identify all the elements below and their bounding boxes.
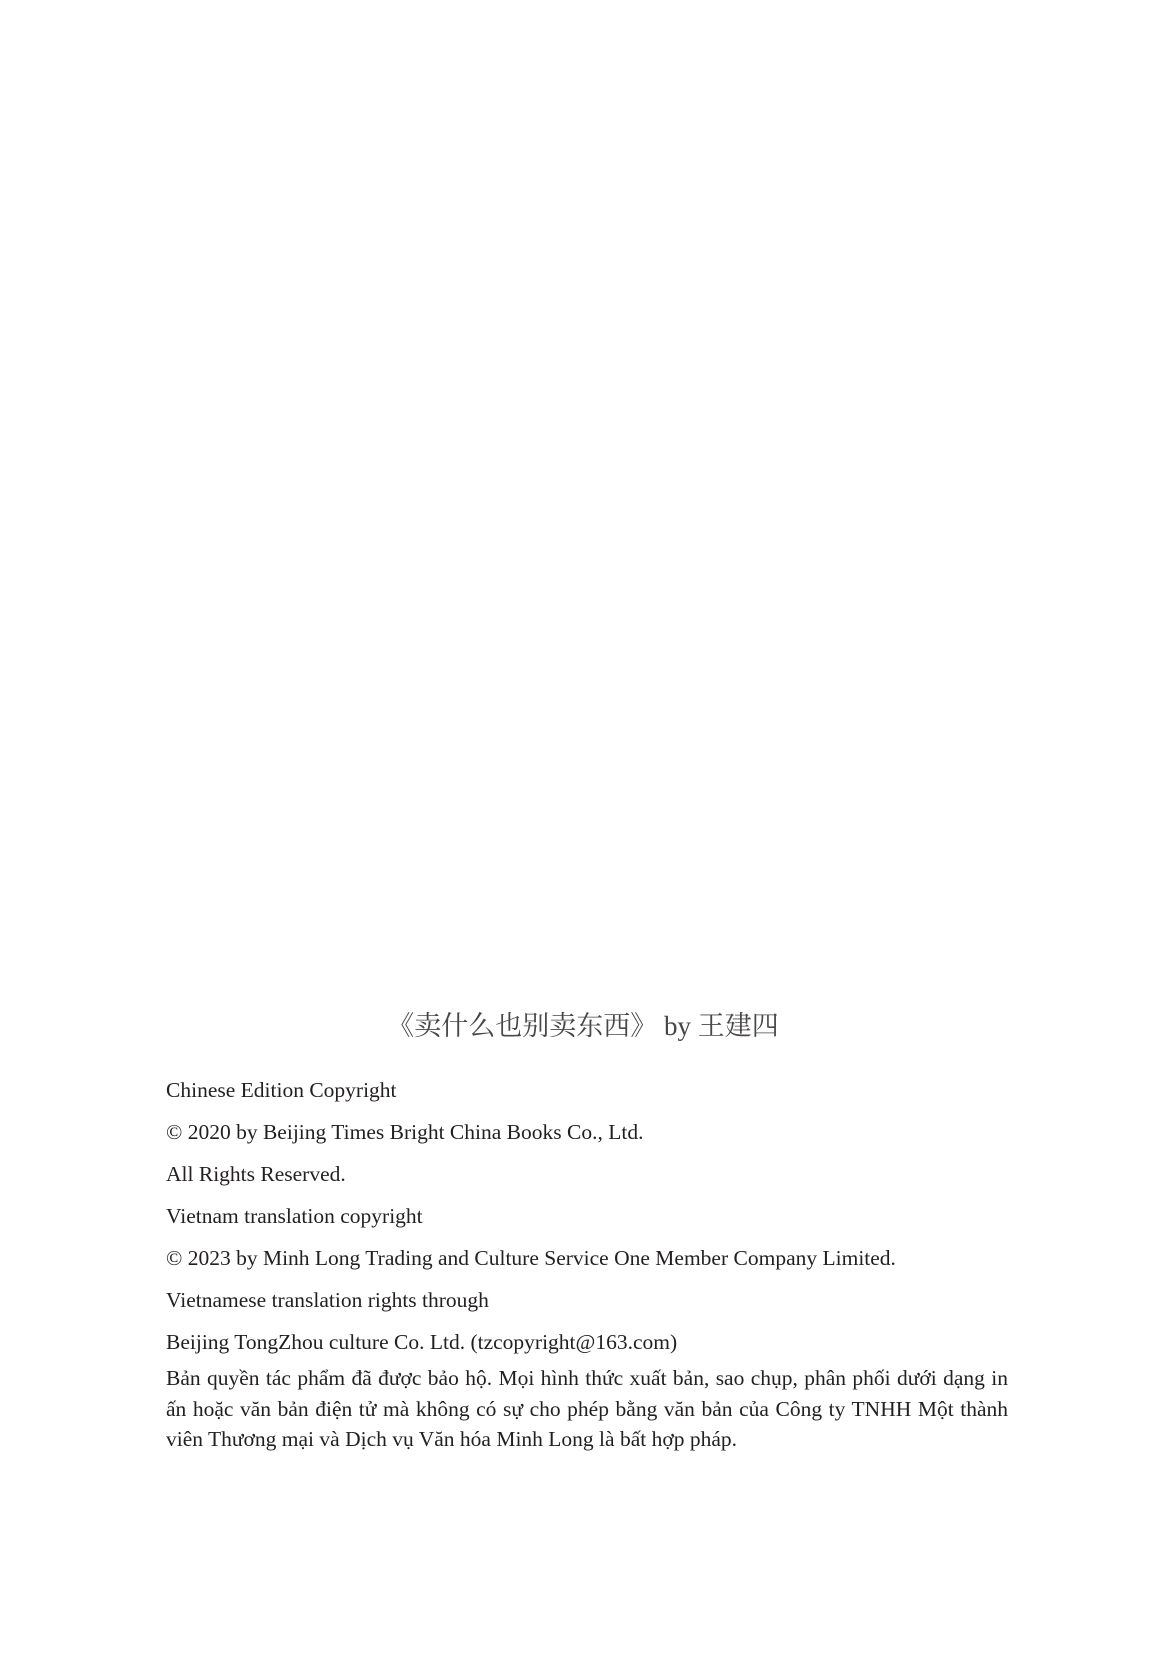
copyright-line: Vietnamese translation rights through	[166, 1288, 489, 1312]
copyright-line: All Rights Reserved.	[166, 1162, 346, 1186]
copyright-line: © 2023 by Minh Long Trading and Culture Service One Member Company Limited.	[166, 1246, 896, 1270]
copyright-notice: Bản quyền tác phẩm đã được bảo hộ. Mọi hình thức xuất bản, sao chụp, phân phối dưới dạng in ấn hoặc văn bản điện tử mà không có sự cho phép bằng văn bản của Công ty TNHH Một thành viên Thương mại và Dịch vụ Văn hóa Minh Long là bất hợp pháp.	[166, 1366, 1008, 1451]
copyright-line: © 2020 by Beijing Times Bright China Books Co., Ltd.	[166, 1120, 644, 1144]
copyright-line: Chinese Edition Copyright	[166, 1078, 397, 1102]
copyright-line: Beijing TongZhou culture Co. Ltd. (tzcopyright@163.com)	[166, 1330, 678, 1354]
copyright-line: Vietnam translation copyright	[166, 1204, 423, 1228]
book-title: 《卖什么也别卖东西》 by 王建四	[387, 1011, 779, 1041]
